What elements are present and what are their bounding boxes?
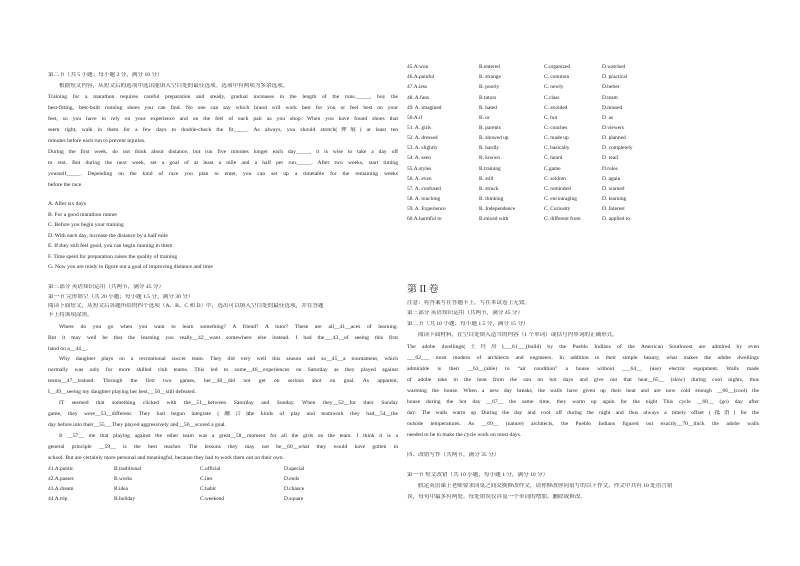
- answer-option: B.idea: [114, 486, 128, 492]
- cloze-line: normally was only for more skilled club teams. This led to some__46__experiences on Saturday as they played against: [48, 367, 398, 373]
- answer-option: D.special: [284, 466, 305, 472]
- answer-option: C.organized: [544, 64, 571, 70]
- cloze-line: day before into their__55__.They played aggressively and__56__scored a goal.: [48, 422, 227, 428]
- answer-option: 56. A. even: [407, 175, 432, 182]
- answer-option: 55.A.styles: [407, 165, 432, 172]
- answer-option: 47.A.less: [407, 84, 428, 91]
- answer-option: 53. A. slightly: [407, 145, 438, 152]
- passage-line: feet, so you have to rely on your experience and on the feel of each pair as you shop. When you have found shoes that: [48, 116, 398, 122]
- part4-instruction: 假定英语课上老师要求同桌之间交换修改作文，请你修改你同桌写的以下作文。作文中共有 10 处语言错: [418, 483, 673, 489]
- part3-title: 第三部分 英语知识运用（共两节，满分 45 分）: [48, 284, 165, 290]
- answer-option: C. Curiosity: [544, 206, 571, 213]
- answer-option: B. struck: [479, 185, 499, 192]
- answer-option: B. known: [479, 155, 500, 162]
- answer-option: D. again: [602, 175, 621, 182]
- sec2-instruction: 根据短文内容，从短文后的选项中选出能填入空白处的最佳选项。选项中有两项为多余选项。: [59, 83, 289, 89]
- answer-option: C.class: [544, 94, 560, 101]
- answer-option: D. learning: [602, 196, 627, 202]
- cloze-line: hand on a__44__.: [48, 346, 88, 352]
- sec2-instruction-right: 阅读下面材料，在空白处填入适当的内容（1 个单词）或括号内单词的正确形式。: [418, 332, 618, 338]
- vol2-title: 第 II 卷: [407, 284, 439, 295]
- answer-option: C. basically: [544, 145, 570, 152]
- answer-option: C. avoided: [544, 104, 568, 111]
- answer-option: D. warned: [602, 185, 625, 192]
- answer-option: D.rules: [602, 165, 618, 172]
- answer-option: B.holiday: [114, 496, 136, 502]
- cloze-line: It __57__ me that playing against the other team was a great__58__moment for all the girls on the team. I think it is a: [59, 433, 398, 439]
- answer-option: B. showed up: [479, 135, 509, 142]
- option-item: D. With each day, increase the distance by a half mile: [48, 233, 168, 239]
- answer-option: B.training: [479, 165, 501, 172]
- answer-option: B.traditional: [114, 466, 142, 472]
- answer-option: C.lies: [200, 476, 213, 482]
- answer-option: 51. A. girls: [407, 124, 431, 131]
- part4-instruction: 误，每句中最多有两处。每处错误仅涉及一个单词的增加、删除或修改。: [407, 494, 587, 500]
- answer-option: D. Interest: [602, 206, 625, 213]
- answer-option: D.viewers: [602, 124, 625, 131]
- sec2-title: 第二节（共 5 小题；每小题 2 分，满分 10 分）: [48, 72, 163, 78]
- answer-option: C. encouraging: [544, 196, 577, 202]
- answer-option: C. newly: [544, 84, 564, 91]
- answer-option: 45.A.won: [407, 64, 429, 70]
- answer-option: 41.A.public: [48, 466, 74, 472]
- passage-line: yourself_____. Depending on the kind of race you plan to enter, you can set up a timetable for the remaining weeks: [48, 171, 398, 177]
- option-item: C. Before you begin your training: [48, 222, 124, 228]
- part3-instruction: 阅读下面短文，从短文后各题所给的四个选项（A、B、C 和 D）中，选出可以填入空白处的最佳选项，并在答题: [48, 303, 324, 309]
- answer-option: B.entered: [479, 64, 500, 70]
- answer-option: B. parents: [479, 124, 501, 131]
- answer-option: C. made up: [544, 135, 569, 142]
- passage-line: Training for a marathon requires careful preparation and steady, gradual increases in the length of the runs._____, buy the: [48, 94, 398, 100]
- sec2-title-right: 第二节（共 10 小题；每小题 1.5 分，满分 15 分）: [407, 321, 529, 327]
- part4-title: 四、改错写作（共两节，满分 35 分）: [407, 452, 500, 458]
- answer-option: D. applied to: [602, 216, 630, 223]
- answer-option: 48. A.fans: [407, 94, 430, 101]
- option-item: A. After six days: [48, 201, 86, 207]
- answer-option: D.better: [602, 84, 620, 91]
- fill-line: needed to be to make the cycle work on most days.: [407, 432, 522, 438]
- answer-option: B. still: [479, 175, 494, 182]
- passage-line: best-fitting, best-built running shoes you can find. No one can say which brand will work best for you or feel best on your: [48, 105, 398, 111]
- answer-option: B. poorly: [479, 84, 500, 91]
- fill-line: ___62___ most modern of architects and engineers. In addition to their simple beauty, what makes the adobe dwellings: [407, 355, 759, 361]
- answer-option: C.game: [544, 165, 561, 172]
- answer-option: 54. A. seen: [407, 155, 431, 162]
- fill-line: warming the house. When a new day breaks, the walls have given up their heat and are now cold enough __66__(cool) the: [407, 388, 759, 394]
- answer-option: D.chance: [284, 486, 305, 492]
- answer-option: B. thinking: [479, 196, 504, 202]
- answer-option: D.square: [284, 496, 304, 502]
- passage-line: minutes before each run to prevent injuries.: [48, 138, 146, 144]
- answer-option: D.watched: [602, 64, 626, 70]
- cloze-line: Why daughter plays on a recreational soccer team. They did very well this season and so__45__a tournament, which: [59, 356, 398, 362]
- cloze-line: general principle __59__ is the best teacher. The lessons they may not be__60__what they would have gotten in: [48, 444, 398, 450]
- answer-option: 58. A. touching: [407, 196, 441, 202]
- option-item: G. Now you are ready to figure out a goal of improving distance and time: [48, 264, 213, 270]
- part4-sec1-title: 第一节 短文改错（共 10 小题，每小题 1 分，满分 10 分）: [407, 472, 549, 478]
- answer-option: 59. A. Experience: [407, 206, 446, 213]
- part3-title-right: 第三部分 英语知识运用（共两节，满分 45 分）: [407, 310, 524, 316]
- answer-option: C. common: [544, 74, 570, 81]
- answer-option: C.habit: [200, 486, 216, 492]
- cloze-line: school. But are certainly more personal and meaningful, because they had to work them out on their own.: [48, 455, 285, 461]
- fill-line: outside temperatures. As __69__ (nature) architects, the Pueblo Indians figured out exactly__70__thick the adobe walls: [407, 421, 759, 427]
- answer-option: C. coaches: [544, 124, 568, 131]
- answer-option: C. different from: [544, 216, 581, 223]
- answer-option: D. read: [602, 155, 618, 162]
- answer-option: 60.A.harmful to: [407, 216, 442, 223]
- cloze-line: game, they were__53__different. They had begun integrate (融合)the kinds of play and teamwork they had__54__the: [48, 411, 398, 417]
- cloze-line: teams__47__trained. Through the first two games, her__48__did not get on serious shot on goal. As apparent,: [48, 378, 398, 384]
- answer-option: 44.A.trip: [48, 496, 68, 502]
- fill-line: The adobe dwellings(土坯房)___61___(build) by the Pueblo Indians of the American Southwest are admired by even: [407, 344, 759, 350]
- option-item: F. Time spent for preparation raises the quality of training: [48, 254, 178, 260]
- cloze-line: IT seemed that something clicked with the__51__between Saturday and Sunday. When they__52__for their Sunday: [59, 400, 398, 406]
- answer-option: C. heard: [544, 155, 563, 162]
- answer-option: 46.A.painful: [407, 74, 435, 81]
- answer-option: B. strange: [479, 74, 501, 81]
- answer-option: D. planned: [602, 135, 626, 142]
- passage-line: before the race.: [48, 182, 83, 188]
- answer-option: 42.A.passes: [48, 476, 74, 482]
- answer-option: C. reminded: [544, 185, 571, 192]
- answer-option: 49. A. imagined: [407, 104, 442, 111]
- fill-line: day: The walls warm up During the day and cool off during the night and thus always a timely offset (抵消) for the: [407, 410, 759, 416]
- answer-option: B. or: [479, 114, 490, 121]
- answer-option: D. as: [602, 114, 614, 121]
- answer-option: B.works: [114, 476, 133, 482]
- fill-line: admirable is their __63__(able) to “air condition” a house without ___64__ (use) electric equipment. Walls made: [407, 366, 759, 372]
- answer-option: D.ends: [284, 476, 300, 482]
- option-item: B. For a good marathon runner: [48, 212, 118, 218]
- answer-option: B.tutors: [479, 94, 497, 101]
- answer-option: B. Independence: [479, 206, 516, 213]
- answer-option: C. seldom: [544, 175, 566, 182]
- answer-option: C. but: [544, 114, 558, 121]
- answer-option: D. practical: [602, 74, 628, 81]
- answer-option: B. hated: [479, 104, 497, 111]
- answer-option: B. hardly: [479, 145, 500, 152]
- answer-option: D.team: [602, 94, 618, 101]
- answer-option: 43.A.dream: [48, 486, 74, 492]
- answer-option: D.missed: [602, 104, 623, 111]
- answer-option: 52. A. dressed: [407, 135, 438, 142]
- vol2-note: 注意：将答案写在答题卡上，写在本试卷上无效。: [407, 300, 531, 306]
- part3-instruction: 卡上将该项涂黑。: [48, 312, 93, 318]
- answer-option: C.official: [200, 466, 221, 472]
- answer-option: D. completely: [602, 145, 633, 152]
- fill-line: of adobe take in the heat from the sun on hot days and give out that heat__65__ (slow) during cool nights, thus: [407, 377, 759, 383]
- option-item: E. If they still feel good, you can begin running in them: [48, 243, 173, 249]
- fill-line: house during the hot day __67__ the same time, they warm up again for the night This cycle __68__ (go) day after: [407, 399, 759, 405]
- answer-option: B.mixed with: [479, 216, 509, 223]
- answer-option: 57. A. confused: [407, 185, 441, 192]
- answer-option: 50.A.if: [407, 114, 423, 121]
- answer-option: C.weekend: [200, 496, 225, 502]
- passage-line: to rest. But during the next week, set a goal of at least a mile and a half per run._____. After two weeks, start timing: [48, 160, 398, 166]
- cloze-line: I__49__seeing my daughter playing her best,__50__still defeated.: [48, 389, 196, 395]
- passage-line: seem right, walk in them for a few days to double-check the fit_____. As always, you should stretch(伸展) at least ten: [48, 127, 398, 133]
- part3-sec1-title: 第一节 完形填空（共 20 小题；每小题 1.5 分，满分 30 分）: [48, 294, 194, 300]
- cloze-line: But it may well be that the learning you really__42__want somewhere else instead. I had the___43__of seeing this first: [48, 335, 398, 341]
- cloze-line: Where do you go when you want to learn something? A friend? A tutor? These are all__41__aces of learning.: [59, 324, 398, 330]
- passage-line: During the first week, do not think about distance, but run five minutes longer each day_____, it is wise to take a day off: [48, 149, 398, 155]
